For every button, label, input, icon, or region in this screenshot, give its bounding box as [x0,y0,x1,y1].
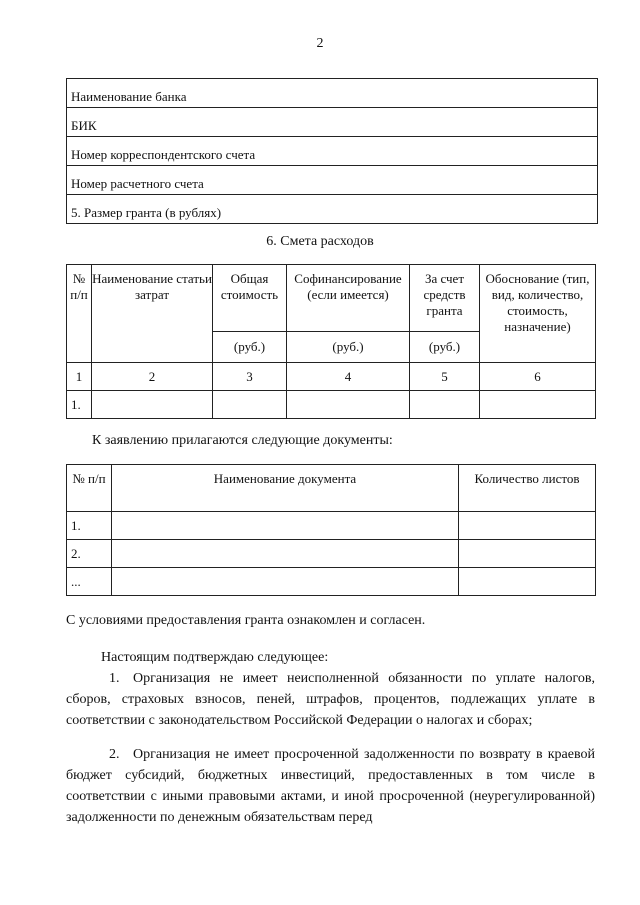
table-row [67,391,596,419]
column-numbers-row [67,363,596,391]
row-number: 1. [67,512,112,540]
confirmation-intro: Настоящим подтверждаю следующее: [101,650,329,665]
confirmation-paragraph-2 [66,744,595,828]
col-number: 2 [92,363,213,391]
table-row [67,137,598,166]
expense-section-title: 6. Смета расходов [266,234,374,249]
table-row [67,512,596,540]
header-cofinancing: Софинансирование (если имеется) [287,265,410,332]
unit-cofin: (руб.) [287,332,410,363]
agreement-statement: С условиями предоставления гранта ознакомлен и согласен. [66,613,426,628]
empty-cell [459,540,596,568]
header-item-name: Наименование статьи затрат [92,265,213,363]
col-number: 6 [480,363,596,391]
unit-grant: (руб.) [410,332,480,363]
unit-total: (руб.) [213,332,287,363]
header-document-name: Наименование документа [112,465,459,512]
table-row [67,166,598,195]
empty-cell [92,391,213,419]
empty-cell [112,540,459,568]
table-row [67,540,596,568]
table-row [67,568,596,596]
col-number: 5 [410,363,480,391]
expense-table [66,264,596,419]
documents-table [66,464,596,596]
bank-details-table [66,78,598,224]
paragraph-text: Организация не имеет неисполненной обязанности по уплате налогов, сборов, страховых взносов, пеней, штрафов, процентов, подлежащих уплате в соответствии с законодательством Российской Федерации о налогах и сборах; [66,671,595,728]
table-header-row [67,465,596,512]
empty-cell [459,512,596,540]
row-number: 1. [67,391,92,419]
paragraph-number: 1. [109,671,120,686]
bik-label: БИК [67,108,598,137]
grant-amount-label: 5. Размер гранта (в рублях) [67,195,598,224]
confirmation-paragraph-1 [66,668,595,731]
row-number: ... [67,568,112,596]
empty-cell [213,391,287,419]
empty-cell [287,391,410,419]
documents-intro: К заявлению прилагаются следующие документы: [92,433,393,448]
table-row [67,79,598,108]
header-total-cost: Общая стоимость [213,265,287,332]
empty-cell [112,512,459,540]
empty-cell [410,391,480,419]
header-sheet-count: Количество листов [459,465,596,512]
empty-cell [459,568,596,596]
paragraph-number: 2. [109,747,120,762]
table-row [67,195,598,224]
settlement-account-label: Номер расчетного счета [67,166,598,195]
paragraph-text: Организация не имеет просроченной задолженности по возврату в краевой бюджет субсидий, бюджетных инвестиций, предоставленных в том числе в соответствии с иными правовыми актами, и иной просроченной (неурегулированной) задолженности по денежным обязательствам перед [66,747,595,825]
header-justification: Обоснование (тип, вид, количество, стоимость, назначение) [480,265,596,363]
page-number: 2 [316,36,324,51]
table-row [67,108,598,137]
header-num: № п/п [67,265,92,363]
col-number: 4 [287,363,410,391]
header-grant-funds: За счет средств гранта [410,265,480,332]
table-header-row [67,265,596,332]
empty-cell [480,391,596,419]
row-number: 2. [67,540,112,568]
bank-name-label: Наименование банка [67,79,598,108]
empty-cell [112,568,459,596]
corr-account-label: Номер корреспондентского счета [67,137,598,166]
col-number: 3 [213,363,287,391]
col-number: 1 [67,363,92,391]
header-num: № п/п [67,465,112,512]
